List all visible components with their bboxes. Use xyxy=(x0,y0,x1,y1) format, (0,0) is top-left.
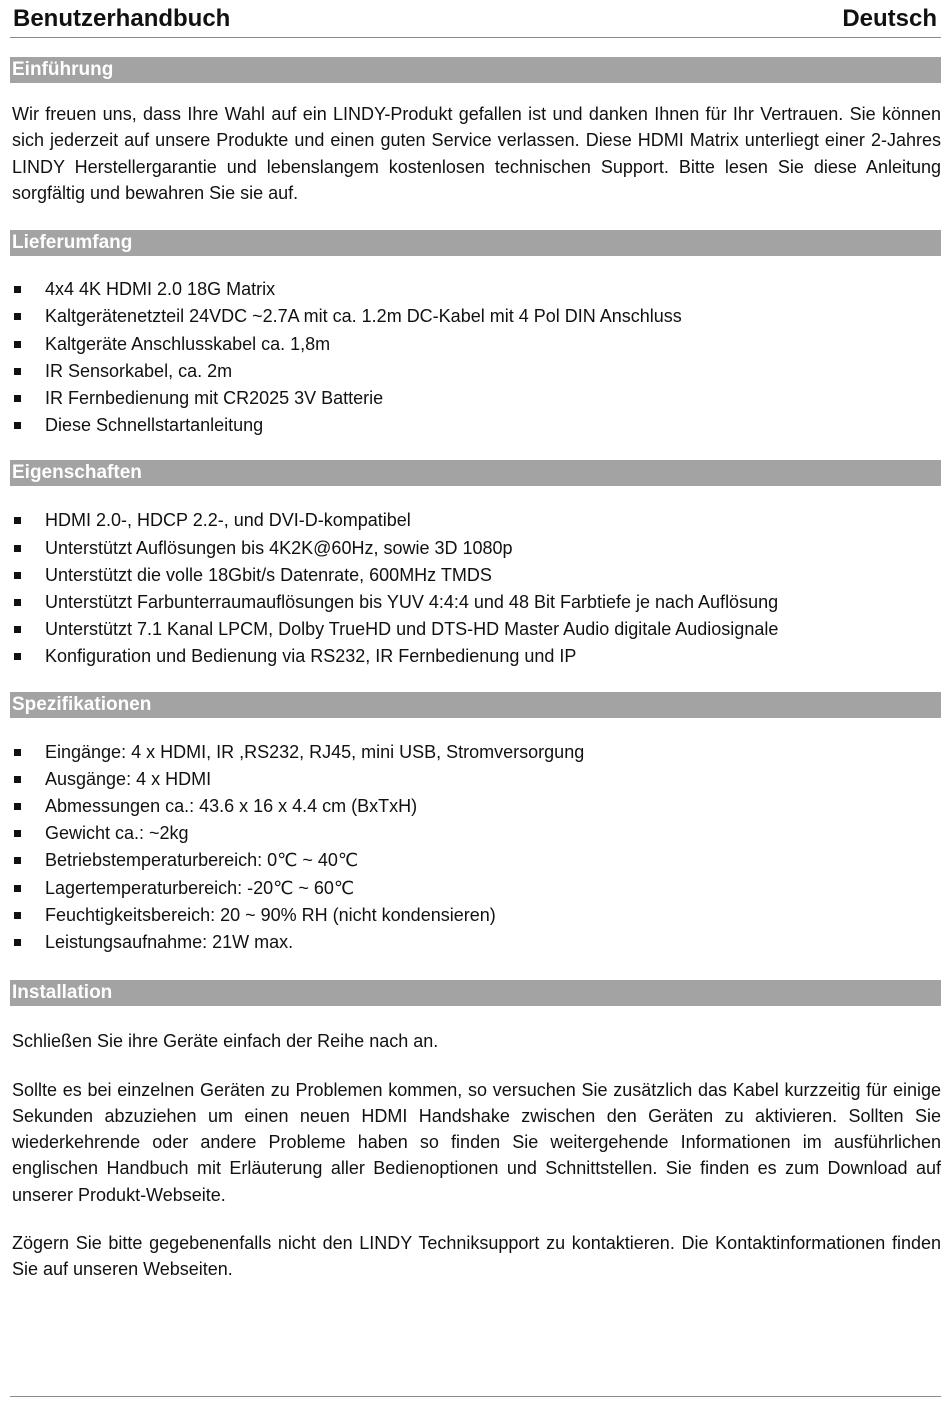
list-item: Leistungsaufnahme: 21W max. xyxy=(10,929,941,956)
manual-page xyxy=(10,0,941,1283)
section-heading-installation: Installation xyxy=(10,980,941,1006)
list-item: Kaltgeräte Anschlusskabel ca. 1,8m xyxy=(10,331,941,358)
package-list xyxy=(10,276,941,439)
list-item: Unterstützt die volle 18Gbit/s Datenrate, 600MHz TMDS xyxy=(10,562,941,589)
list-item: Abmessungen ca.: 43.6 x 16 x 4.4 cm (BxTxH) xyxy=(10,793,941,820)
installation-paragraph: Schließen Sie ihre Geräte einfach der Reihe nach an. xyxy=(12,1031,439,1052)
language-label: Deutsch xyxy=(842,5,937,32)
list-item: IR Fernbedienung mit CR2025 3V Batterie xyxy=(10,385,941,412)
list-item: Ausgänge: 4 x HDMI xyxy=(10,766,941,793)
list-item: Eingänge: 4 x HDMI, IR ,RS232, RJ45, mini USB, Stromversorgung xyxy=(10,739,941,766)
list-item: Feuchtigkeitsbereich: 20 ~ 90% RH (nicht kondensieren) xyxy=(10,902,941,929)
document-header xyxy=(10,0,941,38)
list-item: Lagertemperaturbereich: -20℃ ~ 60℃ xyxy=(10,875,941,902)
specs-list xyxy=(10,739,941,957)
installation-paragraph: Zögern Sie bitte gegebenenfalls nicht den LINDY Techniksupport zu kontaktieren. Die Kontaktinformationen finden Sie auf unseren Webseiten. xyxy=(12,1233,941,1280)
list-item: Unterstützt Auflösungen bis 4K2K@60Hz, sowie 3D 1080p xyxy=(10,535,941,562)
section-heading-package: Lieferumfang xyxy=(10,230,941,256)
document-title: Benutzerhandbuch xyxy=(13,5,231,32)
list-item: Konfiguration und Bedienung via RS232, IR Fernbedienung und IP xyxy=(10,643,941,670)
intro-paragraph: Wir freuen uns, dass Ihre Wahl auf ein LINDY-Produkt gefallen ist und danken Ihnen für Ihr Vertrauen. Sie können sich jederzeit auf unsere Produkte und einen guten Service verlassen. Diese HDMI Matrix unterliegt einer 2-Jahres LINDY Herstellergarantie und lebenslangem kostenlosen technischen Support. Bitte lesen Sie diese Anleitung sorgfältig und bewahren Sie sie auf. xyxy=(12,104,941,203)
list-item: 4x4 4K HDMI 2.0 18G Matrix xyxy=(10,276,941,303)
list-item: Gewicht ca.: ~2kg xyxy=(10,820,941,847)
list-item: Diese Schnellstartanleitung xyxy=(10,412,941,439)
section-heading-specs: Spezifikationen xyxy=(10,692,941,718)
list-item: Betriebstemperaturbereich: 0℃ ~ 40℃ xyxy=(10,847,941,874)
list-item: IR Sensorkabel, ca. 2m xyxy=(10,358,941,385)
list-item: HDMI 2.0-, HDCP 2.2-, und DVI-D-kompatibel xyxy=(10,507,941,534)
list-item: Unterstützt 7.1 Kanal LPCM, Dolby TrueHD und DTS-HD Master Audio digitale Audiosignale xyxy=(10,616,941,643)
list-item: Kaltgerätenetzteil 24VDC ~2.7A mit ca. 1.2m DC-Kabel mit 4 Pol DIN Anschluss xyxy=(10,303,941,330)
section-heading-intro: Einführung xyxy=(10,57,941,83)
features-list xyxy=(10,507,941,670)
section-heading-features: Eigenschaften xyxy=(10,460,941,486)
list-item: Unterstützt Farbunterraumauflösungen bis YUV 4:4:4 und 48 Bit Farbtiefe je nach Auflösung xyxy=(10,589,941,616)
footer-divider xyxy=(10,1396,941,1397)
installation-paragraph: Sollte es bei einzelnen Geräten zu Problemen kommen, so versuchen Sie zusätzlich das Kabel kurzzeitig für einige Sekunden abzuziehen um einen neuen HDMI Handshake zwischen den Geräten zu aktivieren. Sollten Sie wiederkehrende oder andere Probleme haben so finden Sie weitergehende Informationen im ausführlichen englischen Handbuch mit Erläuterung aller Bedienoptionen und Schnittstellen. Sie finden es zum Download auf unserer Produkt-Webseite. xyxy=(12,1079,941,1205)
